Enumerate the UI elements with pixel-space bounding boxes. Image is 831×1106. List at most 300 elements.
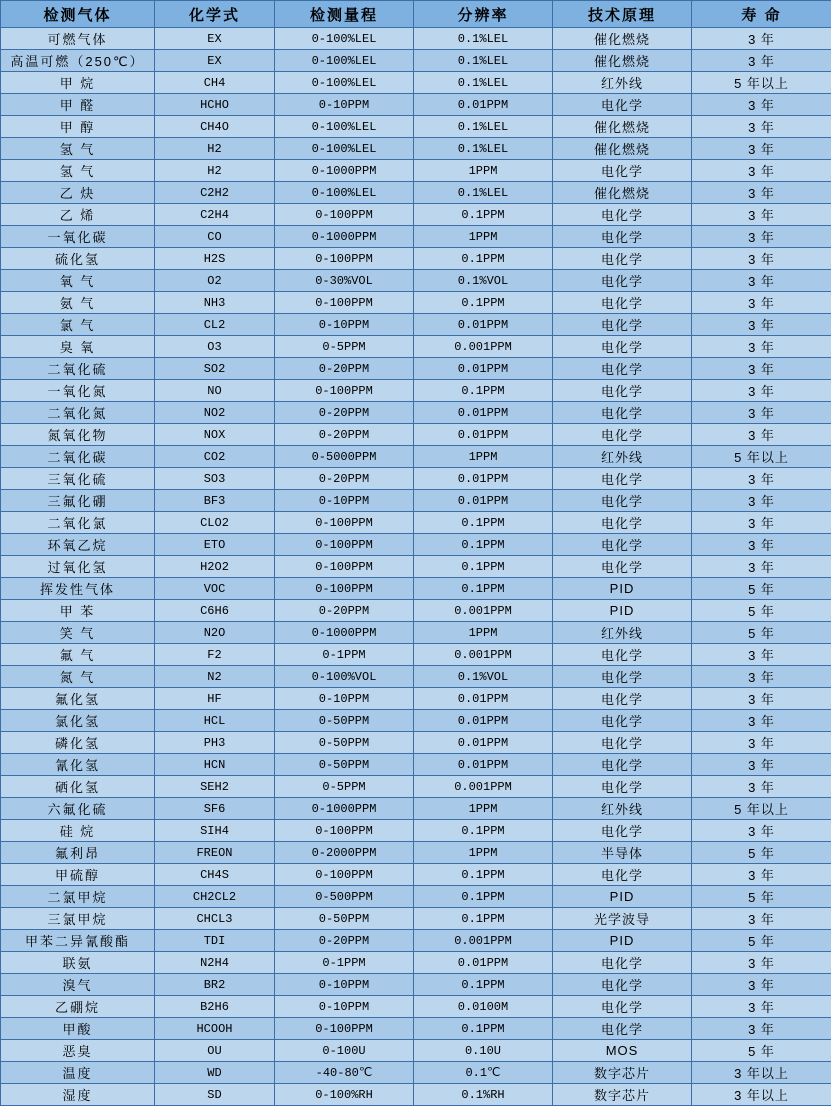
cell-lifetime: 3 年 — [692, 116, 831, 138]
cell-resolution: 0.001PPM — [414, 600, 553, 622]
cell-gas: 挥发性气体 — [1, 578, 155, 600]
cell-principle: 电化学 — [553, 820, 692, 842]
cell-resolution: 0.1%LEL — [414, 116, 553, 138]
cell-formula: CO2 — [155, 446, 275, 468]
cell-range: 0-100U — [275, 1040, 414, 1062]
cell-formula: F2 — [155, 644, 275, 666]
cell-formula: HF — [155, 688, 275, 710]
cell-resolution: 0.1PPM — [414, 556, 553, 578]
cell-principle: 电化学 — [553, 402, 692, 424]
column-header-principle: 技术原理 — [553, 1, 692, 28]
cell-principle: 电化学 — [553, 534, 692, 556]
cell-lifetime: 5 年 — [692, 930, 831, 952]
cell-principle: PID — [553, 930, 692, 952]
cell-gas: 湿度 — [1, 1084, 155, 1106]
cell-lifetime: 5 年 — [692, 842, 831, 864]
cell-gas: 氟化氢 — [1, 688, 155, 710]
table-row — [1, 600, 831, 622]
cell-gas: 三氯甲烷 — [1, 908, 155, 930]
cell-resolution: 1PPM — [414, 226, 553, 248]
cell-formula: H2O2 — [155, 556, 275, 578]
cell-lifetime: 3 年 — [692, 182, 831, 204]
cell-principle: 催化燃烧 — [553, 182, 692, 204]
table-row — [1, 204, 831, 226]
cell-resolution: 0.1PPM — [414, 512, 553, 534]
table-header — [1, 1, 831, 28]
cell-range: 0-100%LEL — [275, 50, 414, 72]
cell-range: 0-100%VOL — [275, 666, 414, 688]
cell-gas: 环氧乙烷 — [1, 534, 155, 556]
cell-formula: OU — [155, 1040, 275, 1062]
cell-resolution: 0.1PPM — [414, 864, 553, 886]
table-row — [1, 468, 831, 490]
cell-resolution: 0.1PPM — [414, 820, 553, 842]
cell-formula: VOC — [155, 578, 275, 600]
cell-range: 0-100PPM — [275, 820, 414, 842]
cell-formula: O2 — [155, 270, 275, 292]
cell-range: 0-10PPM — [275, 314, 414, 336]
cell-principle: 电化学 — [553, 644, 692, 666]
cell-lifetime: 3 年 — [692, 468, 831, 490]
cell-lifetime: 3 年 — [692, 974, 831, 996]
cell-principle: 电化学 — [553, 160, 692, 182]
cell-range: 0-5PPM — [275, 336, 414, 358]
table-row — [1, 160, 831, 182]
cell-gas: 硒化氢 — [1, 776, 155, 798]
cell-formula: HCL — [155, 710, 275, 732]
cell-lifetime: 5 年 — [692, 622, 831, 644]
cell-formula: SF6 — [155, 798, 275, 820]
cell-principle: 光学波导 — [553, 908, 692, 930]
cell-lifetime: 3 年 — [692, 644, 831, 666]
cell-gas: 三氧化硫 — [1, 468, 155, 490]
cell-principle: 电化学 — [553, 666, 692, 688]
cell-gas: 笑 气 — [1, 622, 155, 644]
cell-principle: 电化学 — [553, 754, 692, 776]
cell-principle: 电化学 — [553, 314, 692, 336]
cell-gas: 氮氧化物 — [1, 424, 155, 446]
cell-formula: C6H6 — [155, 600, 275, 622]
cell-resolution: 0.1PPM — [414, 908, 553, 930]
cell-resolution: 0.01PPM — [414, 688, 553, 710]
cell-principle: 电化学 — [553, 490, 692, 512]
table-row — [1, 908, 831, 930]
table-row — [1, 380, 831, 402]
cell-lifetime: 3 年 — [692, 952, 831, 974]
cell-formula: TDI — [155, 930, 275, 952]
cell-lifetime: 3 年 — [692, 996, 831, 1018]
cell-lifetime: 3 年 — [692, 28, 831, 50]
cell-lifetime: 3 年 — [692, 864, 831, 886]
cell-formula: NH3 — [155, 292, 275, 314]
cell-principle: 电化学 — [553, 952, 692, 974]
cell-range: 0-1000PPM — [275, 622, 414, 644]
cell-resolution: 0.1PPM — [414, 1018, 553, 1040]
cell-resolution: 0.1PPM — [414, 534, 553, 556]
cell-formula: CLO2 — [155, 512, 275, 534]
cell-lifetime: 3 年 — [692, 556, 831, 578]
cell-formula: SO2 — [155, 358, 275, 380]
table-header-row — [1, 1, 831, 28]
table-row — [1, 666, 831, 688]
table-row — [1, 138, 831, 160]
cell-principle: 电化学 — [553, 468, 692, 490]
cell-principle: 催化燃烧 — [553, 50, 692, 72]
cell-resolution: 0.001PPM — [414, 776, 553, 798]
cell-formula: BR2 — [155, 974, 275, 996]
table-row — [1, 820, 831, 842]
table-row — [1, 490, 831, 512]
cell-gas: 氢 气 — [1, 160, 155, 182]
cell-resolution: 0.001PPM — [414, 930, 553, 952]
cell-gas: 氮 气 — [1, 666, 155, 688]
cell-lifetime: 3 年 — [692, 776, 831, 798]
cell-lifetime: 3 年以上 — [692, 1084, 831, 1106]
cell-formula: ETO — [155, 534, 275, 556]
cell-principle: 电化学 — [553, 688, 692, 710]
cell-lifetime: 5 年 — [692, 886, 831, 908]
cell-resolution: 1PPM — [414, 798, 553, 820]
cell-resolution: 0.01PPM — [414, 732, 553, 754]
cell-formula: N2H4 — [155, 952, 275, 974]
table-row — [1, 754, 831, 776]
cell-range: 0-10PPM — [275, 996, 414, 1018]
cell-gas: 过氧化氢 — [1, 556, 155, 578]
column-header-formula: 化学式 — [155, 1, 275, 28]
cell-range: 0-20PPM — [275, 424, 414, 446]
cell-lifetime: 3 年 — [692, 688, 831, 710]
table-row — [1, 94, 831, 116]
cell-gas: 磷化氢 — [1, 732, 155, 754]
cell-resolution: 0.1%LEL — [414, 138, 553, 160]
cell-range: 0-100%LEL — [275, 138, 414, 160]
cell-range: 0-100PPM — [275, 380, 414, 402]
cell-formula: HCN — [155, 754, 275, 776]
cell-formula: SO3 — [155, 468, 275, 490]
table-row — [1, 446, 831, 468]
cell-gas: 二氯甲烷 — [1, 886, 155, 908]
cell-formula: CH4O — [155, 116, 275, 138]
cell-range: 0-100PPM — [275, 292, 414, 314]
table-row — [1, 226, 831, 248]
table-row — [1, 1084, 831, 1106]
table-row — [1, 358, 831, 380]
cell-principle: 催化燃烧 — [553, 116, 692, 138]
column-header-lifetime: 寿 命 — [692, 1, 831, 28]
cell-lifetime: 3 年 — [692, 534, 831, 556]
cell-gas: 溴气 — [1, 974, 155, 996]
cell-resolution: 0.01PPM — [414, 952, 553, 974]
cell-resolution: 1PPM — [414, 842, 553, 864]
cell-range: 0-20PPM — [275, 358, 414, 380]
cell-principle: 电化学 — [553, 336, 692, 358]
cell-formula: CH4S — [155, 864, 275, 886]
cell-principle: 电化学 — [553, 270, 692, 292]
cell-gas: 一氧化氮 — [1, 380, 155, 402]
table-row — [1, 798, 831, 820]
cell-principle: MOS — [553, 1040, 692, 1062]
cell-formula: NOX — [155, 424, 275, 446]
cell-gas: 氯 气 — [1, 314, 155, 336]
column-header-gas: 检测气体 — [1, 1, 155, 28]
cell-lifetime: 3 年 — [692, 336, 831, 358]
cell-lifetime: 3 年 — [692, 402, 831, 424]
cell-principle: 电化学 — [553, 556, 692, 578]
cell-resolution: 0.001PPM — [414, 644, 553, 666]
table-row — [1, 1018, 831, 1040]
cell-formula: C2H2 — [155, 182, 275, 204]
cell-lifetime: 3 年 — [692, 94, 831, 116]
cell-lifetime: 3 年 — [692, 512, 831, 534]
cell-gas: 氟 气 — [1, 644, 155, 666]
cell-range: 0-100PPM — [275, 512, 414, 534]
cell-principle: 电化学 — [553, 226, 692, 248]
cell-formula: NO — [155, 380, 275, 402]
cell-range: 0-20PPM — [275, 402, 414, 424]
cell-formula: WD — [155, 1062, 275, 1084]
table-row — [1, 974, 831, 996]
cell-formula: PH3 — [155, 732, 275, 754]
cell-gas: 二氧化碳 — [1, 446, 155, 468]
cell-lifetime: 3 年 — [692, 666, 831, 688]
cell-lifetime: 3 年 — [692, 424, 831, 446]
cell-range: 0-20PPM — [275, 600, 414, 622]
table-row — [1, 710, 831, 732]
table-row — [1, 952, 831, 974]
cell-range: 0-100%LEL — [275, 182, 414, 204]
cell-formula: H2 — [155, 160, 275, 182]
cell-lifetime: 5 年 — [692, 578, 831, 600]
cell-gas: 恶臭 — [1, 1040, 155, 1062]
cell-formula: HCHO — [155, 94, 275, 116]
cell-range: -40-80℃ — [275, 1062, 414, 1084]
cell-gas: 氟利昂 — [1, 842, 155, 864]
cell-gas: 甲 苯 — [1, 600, 155, 622]
cell-principle: 电化学 — [553, 776, 692, 798]
cell-gas: 乙 烯 — [1, 204, 155, 226]
cell-gas: 一氧化碳 — [1, 226, 155, 248]
cell-principle: 催化燃烧 — [553, 28, 692, 50]
cell-principle: 电化学 — [553, 1018, 692, 1040]
cell-formula: CO — [155, 226, 275, 248]
table-row — [1, 556, 831, 578]
cell-principle: 电化学 — [553, 248, 692, 270]
cell-resolution: 0.1PPM — [414, 248, 553, 270]
cell-range: 0-5PPM — [275, 776, 414, 798]
table-row — [1, 534, 831, 556]
cell-resolution: 0.1PPM — [414, 380, 553, 402]
cell-lifetime: 3 年 — [692, 1018, 831, 1040]
cell-principle: 电化学 — [553, 710, 692, 732]
table-row — [1, 248, 831, 270]
table-row — [1, 424, 831, 446]
cell-resolution: 0.01PPM — [414, 94, 553, 116]
cell-resolution: 0.01PPM — [414, 358, 553, 380]
table-row — [1, 402, 831, 424]
cell-range: 0-500PPM — [275, 886, 414, 908]
cell-range: 0-10PPM — [275, 974, 414, 996]
cell-range: 0-100PPM — [275, 534, 414, 556]
cell-formula: N2O — [155, 622, 275, 644]
cell-principle: 数字芯片 — [553, 1084, 692, 1106]
cell-gas: 甲硫醇 — [1, 864, 155, 886]
table-row — [1, 116, 831, 138]
cell-range: 0-2000PPM — [275, 842, 414, 864]
cell-lifetime: 3 年 — [692, 292, 831, 314]
cell-gas: 联氨 — [1, 952, 155, 974]
table-row — [1, 314, 831, 336]
cell-resolution: 0.01PPM — [414, 402, 553, 424]
cell-resolution: 0.0100M — [414, 996, 553, 1018]
table-row — [1, 930, 831, 952]
cell-gas: 臭 氧 — [1, 336, 155, 358]
cell-formula: EX — [155, 50, 275, 72]
table-row — [1, 644, 831, 666]
cell-lifetime: 3 年 — [692, 160, 831, 182]
cell-gas: 温度 — [1, 1062, 155, 1084]
cell-resolution: 1PPM — [414, 160, 553, 182]
cell-resolution: 0.10U — [414, 1040, 553, 1062]
cell-formula: CHCL3 — [155, 908, 275, 930]
table-row — [1, 578, 831, 600]
cell-lifetime: 3 年 — [692, 490, 831, 512]
cell-gas: 乙硼烷 — [1, 996, 155, 1018]
cell-resolution: 0.1%VOL — [414, 666, 553, 688]
cell-resolution: 1PPM — [414, 446, 553, 468]
cell-formula: H2 — [155, 138, 275, 160]
table-row — [1, 72, 831, 94]
table-row — [1, 1040, 831, 1062]
cell-gas: 硫化氢 — [1, 248, 155, 270]
cell-formula: C2H4 — [155, 204, 275, 226]
cell-lifetime: 3 年 — [692, 358, 831, 380]
cell-formula: N2 — [155, 666, 275, 688]
cell-principle: PID — [553, 578, 692, 600]
table-body — [1, 28, 831, 1106]
cell-principle: 电化学 — [553, 94, 692, 116]
table-row — [1, 842, 831, 864]
cell-principle: 电化学 — [553, 358, 692, 380]
cell-range: 0-20PPM — [275, 930, 414, 952]
cell-range: 0-50PPM — [275, 754, 414, 776]
table-row — [1, 1062, 831, 1084]
table-row — [1, 688, 831, 710]
cell-principle: 电化学 — [553, 996, 692, 1018]
cell-range: 0-100PPM — [275, 248, 414, 270]
cell-range: 0-20PPM — [275, 468, 414, 490]
cell-lifetime: 3 年 — [692, 314, 831, 336]
cell-resolution: 0.1%LEL — [414, 182, 553, 204]
cell-range: 0-100PPM — [275, 204, 414, 226]
cell-resolution: 0.1℃ — [414, 1062, 553, 1084]
table-row — [1, 864, 831, 886]
cell-lifetime: 3 年 — [692, 380, 831, 402]
cell-formula: CL2 — [155, 314, 275, 336]
cell-gas: 硅 烷 — [1, 820, 155, 842]
cell-gas: 氨 气 — [1, 292, 155, 314]
cell-lifetime: 5 年以上 — [692, 72, 831, 94]
cell-resolution: 0.1%VOL — [414, 270, 553, 292]
cell-gas: 甲酸 — [1, 1018, 155, 1040]
cell-formula: NO2 — [155, 402, 275, 424]
cell-resolution: 0.1PPM — [414, 204, 553, 226]
cell-principle: 电化学 — [553, 204, 692, 226]
cell-gas: 二氧化氯 — [1, 512, 155, 534]
cell-gas: 甲苯二异氰酸酯 — [1, 930, 155, 952]
cell-gas: 氢 气 — [1, 138, 155, 160]
cell-gas: 甲 醇 — [1, 116, 155, 138]
cell-gas: 二氧化硫 — [1, 358, 155, 380]
cell-formula: FREON — [155, 842, 275, 864]
cell-gas: 三氟化硼 — [1, 490, 155, 512]
cell-lifetime: 5 年以上 — [692, 798, 831, 820]
cell-gas: 六氟化硫 — [1, 798, 155, 820]
table-row — [1, 50, 831, 72]
cell-lifetime: 5 年 — [692, 1040, 831, 1062]
cell-lifetime: 3 年 — [692, 138, 831, 160]
cell-gas: 二氧化氮 — [1, 402, 155, 424]
cell-lifetime: 3 年 — [692, 710, 831, 732]
cell-formula: HCOOH — [155, 1018, 275, 1040]
cell-principle: 催化燃烧 — [553, 138, 692, 160]
cell-range: 0-1PPM — [275, 644, 414, 666]
table-row — [1, 996, 831, 1018]
cell-range: 0-100%LEL — [275, 116, 414, 138]
cell-formula: H2S — [155, 248, 275, 270]
cell-range: 0-1000PPM — [275, 798, 414, 820]
cell-range: 0-10PPM — [275, 490, 414, 512]
cell-principle: 红外线 — [553, 798, 692, 820]
cell-principle: 红外线 — [553, 622, 692, 644]
cell-gas: 氯化氢 — [1, 710, 155, 732]
cell-gas: 氧 气 — [1, 270, 155, 292]
cell-gas: 氰化氢 — [1, 754, 155, 776]
cell-principle: 红外线 — [553, 446, 692, 468]
cell-formula: SD — [155, 1084, 275, 1106]
table-row — [1, 270, 831, 292]
cell-principle: 电化学 — [553, 864, 692, 886]
cell-principle: 电化学 — [553, 974, 692, 996]
table-row — [1, 732, 831, 754]
cell-range: 0-100PPM — [275, 1018, 414, 1040]
cell-resolution: 0.01PPM — [414, 314, 553, 336]
cell-lifetime: 3 年 — [692, 754, 831, 776]
cell-principle: 半导体 — [553, 842, 692, 864]
cell-resolution: 0.01PPM — [414, 754, 553, 776]
cell-principle: 红外线 — [553, 72, 692, 94]
cell-resolution: 0.01PPM — [414, 710, 553, 732]
cell-formula: SIH4 — [155, 820, 275, 842]
cell-range: 0-100%RH — [275, 1084, 414, 1106]
cell-resolution: 0.1%LEL — [414, 28, 553, 50]
cell-lifetime: 5 年以上 — [692, 446, 831, 468]
table-row — [1, 886, 831, 908]
cell-resolution: 0.01PPM — [414, 424, 553, 446]
cell-resolution: 0.1PPM — [414, 292, 553, 314]
cell-resolution: 1PPM — [414, 622, 553, 644]
cell-principle: 数字芯片 — [553, 1062, 692, 1084]
cell-principle: 电化学 — [553, 424, 692, 446]
cell-lifetime: 5 年 — [692, 600, 831, 622]
cell-lifetime: 3 年 — [692, 248, 831, 270]
cell-lifetime: 3 年 — [692, 50, 831, 72]
cell-range: 0-5000PPM — [275, 446, 414, 468]
cell-range: 0-100PPM — [275, 864, 414, 886]
cell-gas: 高温可燃（250℃） — [1, 50, 155, 72]
cell-formula: BF3 — [155, 490, 275, 512]
cell-resolution: 0.1%RH — [414, 1084, 553, 1106]
cell-range: 0-100%LEL — [275, 28, 414, 50]
